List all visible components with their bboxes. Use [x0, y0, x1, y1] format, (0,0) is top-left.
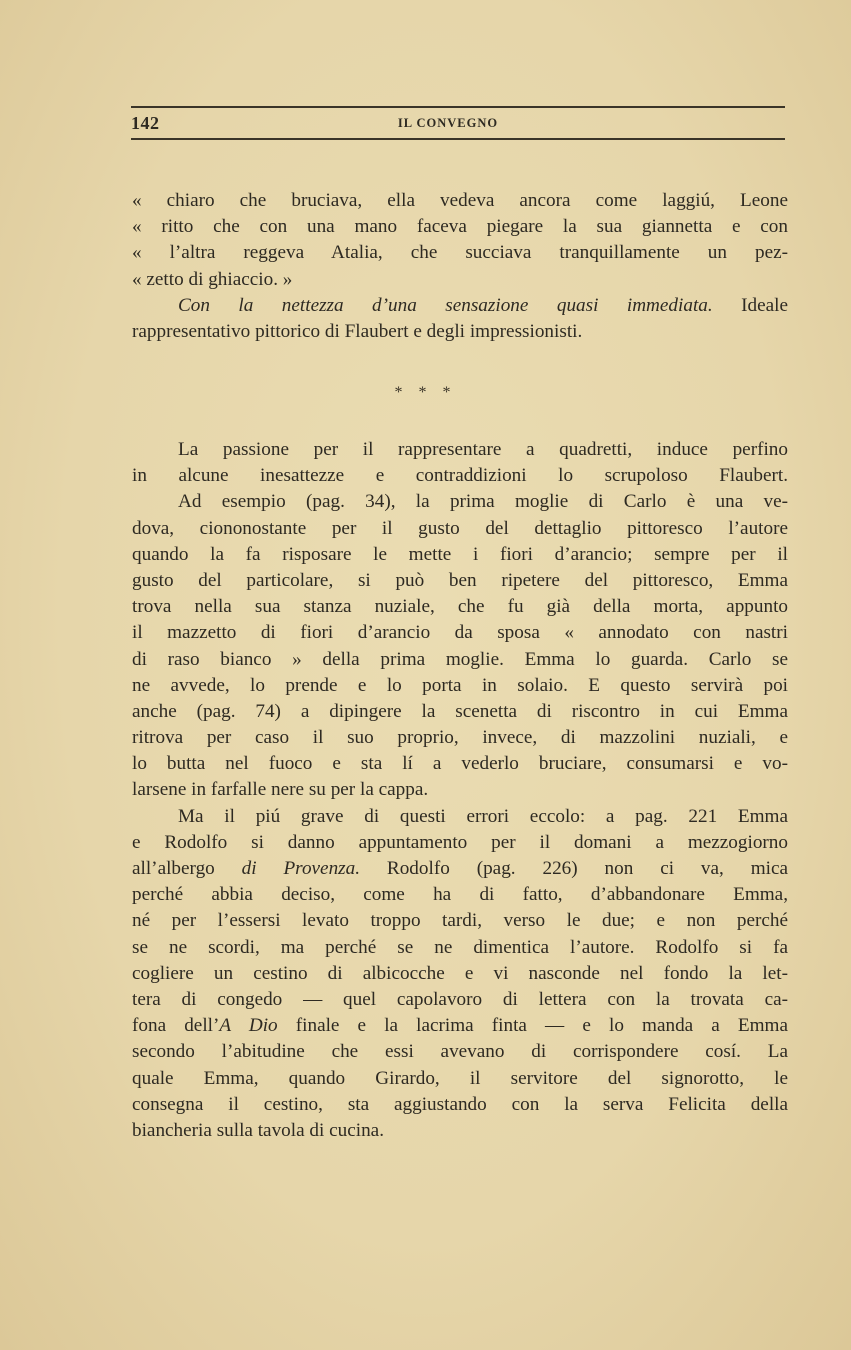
quote-line: « ritto che con una mano faceva piegare la sua giannetta e con: [132, 216, 788, 238]
paragraph-line: Ma il piú grave di questi errori eccolo: a pag. 221 Emma: [178, 805, 788, 827]
paragraph-line: né per l’essersi levato troppo tardi, verso le due; e non perché: [132, 910, 788, 932]
quote-line: « l’altra reggeva Atalia, che succiava tranquillamente un pez-: [132, 242, 788, 264]
header-rule-top: [131, 106, 785, 108]
paragraph-line: [132, 293, 788, 319]
paragraph-line: anche (pag. 74) a dipingere la scenetta di riscontro in cui Emma: [132, 700, 788, 722]
paragraph-line: il mazzetto di fiori d’arancio da sposa « annodato con nastri: [132, 622, 788, 644]
paragraph-line: Ad esempio (pag. 34), la prima moglie di Carlo è una ve-: [178, 491, 788, 513]
paragraph-line: dova, ciononostante per il gusto del dettaglio pittoresco l’autore: [132, 517, 788, 539]
section-separator: * * *: [394, 384, 457, 401]
paragraph-line: secondo l’abitudine che essi avevano di corrispondere cosí. La: [132, 1041, 788, 1063]
paragraph-line: trova nella sua stanza nuziale, che fu già della morta, appunto: [132, 596, 788, 618]
header-rule-bottom: [131, 138, 785, 140]
text-run: Rodolfo (pag. 226) non ci va, mica: [360, 858, 789, 879]
text-block-upper: [132, 188, 788, 345]
italic-phrase: Con la nettezza d’una sensazione quasi immediata.: [178, 294, 713, 316]
paragraph-line: tera di congedo — quel capolavoro di lettera con la trovata ca-: [132, 988, 788, 1010]
paragraph-line: gusto del particolare, si può ben ripetere del pittoresco, Emma: [132, 569, 788, 591]
paragraph-line: biancheria sulla tavola di cucina.: [132, 1119, 384, 1141]
text-run: fona dell’: [132, 1015, 220, 1037]
text-block-lower: [132, 437, 788, 1144]
paragraph-line: se ne scordi, ma perché se ne dimentica l’autore. Rodolfo si fa: [132, 936, 788, 958]
quote-line: « chiaro che bruciava, ella vedeva ancora come laggiú, Leone: [132, 190, 788, 211]
paragraph-line: ritrova per caso il suo proprio, invece, di mazzolini nuziali, e: [132, 727, 788, 749]
italic-phrase: A Dio: [219, 1015, 278, 1037]
paragraph-line: quale Emma, quando Girardo, il servitore del signorotto, le: [132, 1067, 788, 1089]
text-run: all’albergo: [132, 858, 242, 879]
paragraph-line: larsene in farfalle nere su per la cappa.: [132, 779, 429, 801]
page-number: 142: [131, 113, 160, 133]
paragraph-line: cogliere un cestino di albicocche e vi nasconde nel fondo la let-: [132, 962, 788, 984]
running-head: [131, 113, 785, 135]
paragraph-line: lo butta nel fuoco e sta lí a vederlo bruciare, consumarsi e vo-: [132, 753, 788, 775]
italic-phrase: di Provenza.: [241, 858, 361, 879]
text-run: finale e la lacrima finta — e lo manda a Emma: [277, 1015, 789, 1037]
paragraph-line: in alcune inesattezze e contraddizioni lo scrupoloso Flaubert.: [132, 465, 788, 487]
paragraph-line: quando la fa risposare le mette i fiori d’arancio; sempre per il: [132, 543, 788, 565]
paragraph-line: perché abbia deciso, come ha di fatto, d’abbandonare Emma,: [132, 884, 788, 906]
paragraph-line: di raso bianco » della prima moglie. Emma lo guarda. Carlo se: [132, 648, 788, 670]
text-run: Ideale: [712, 294, 788, 316]
quote-line: « zetto di ghiaccio. »: [132, 268, 293, 290]
paragraph-line: consegna il cestino, sta aggiustando con la serva Felicita della: [132, 1093, 788, 1115]
paragraph-line: e Rodolfo si danno appuntamento per il domani a mezzogiorno: [132, 831, 788, 853]
paragraph-line: La passione per il rappresentare a quadretti, induce perfino: [178, 439, 788, 460]
paragraph-line: [132, 1013, 788, 1039]
paragraph-line: ne avvede, lo prende e lo porta in solaio. E questo servirà poi: [132, 674, 788, 696]
paragraph-line: [132, 856, 788, 882]
journal-title: IL CONVEGNO: [397, 116, 499, 130]
paragraph-line: rappresentativo pittorico di Flaubert e degli impressionisti.: [132, 320, 583, 342]
